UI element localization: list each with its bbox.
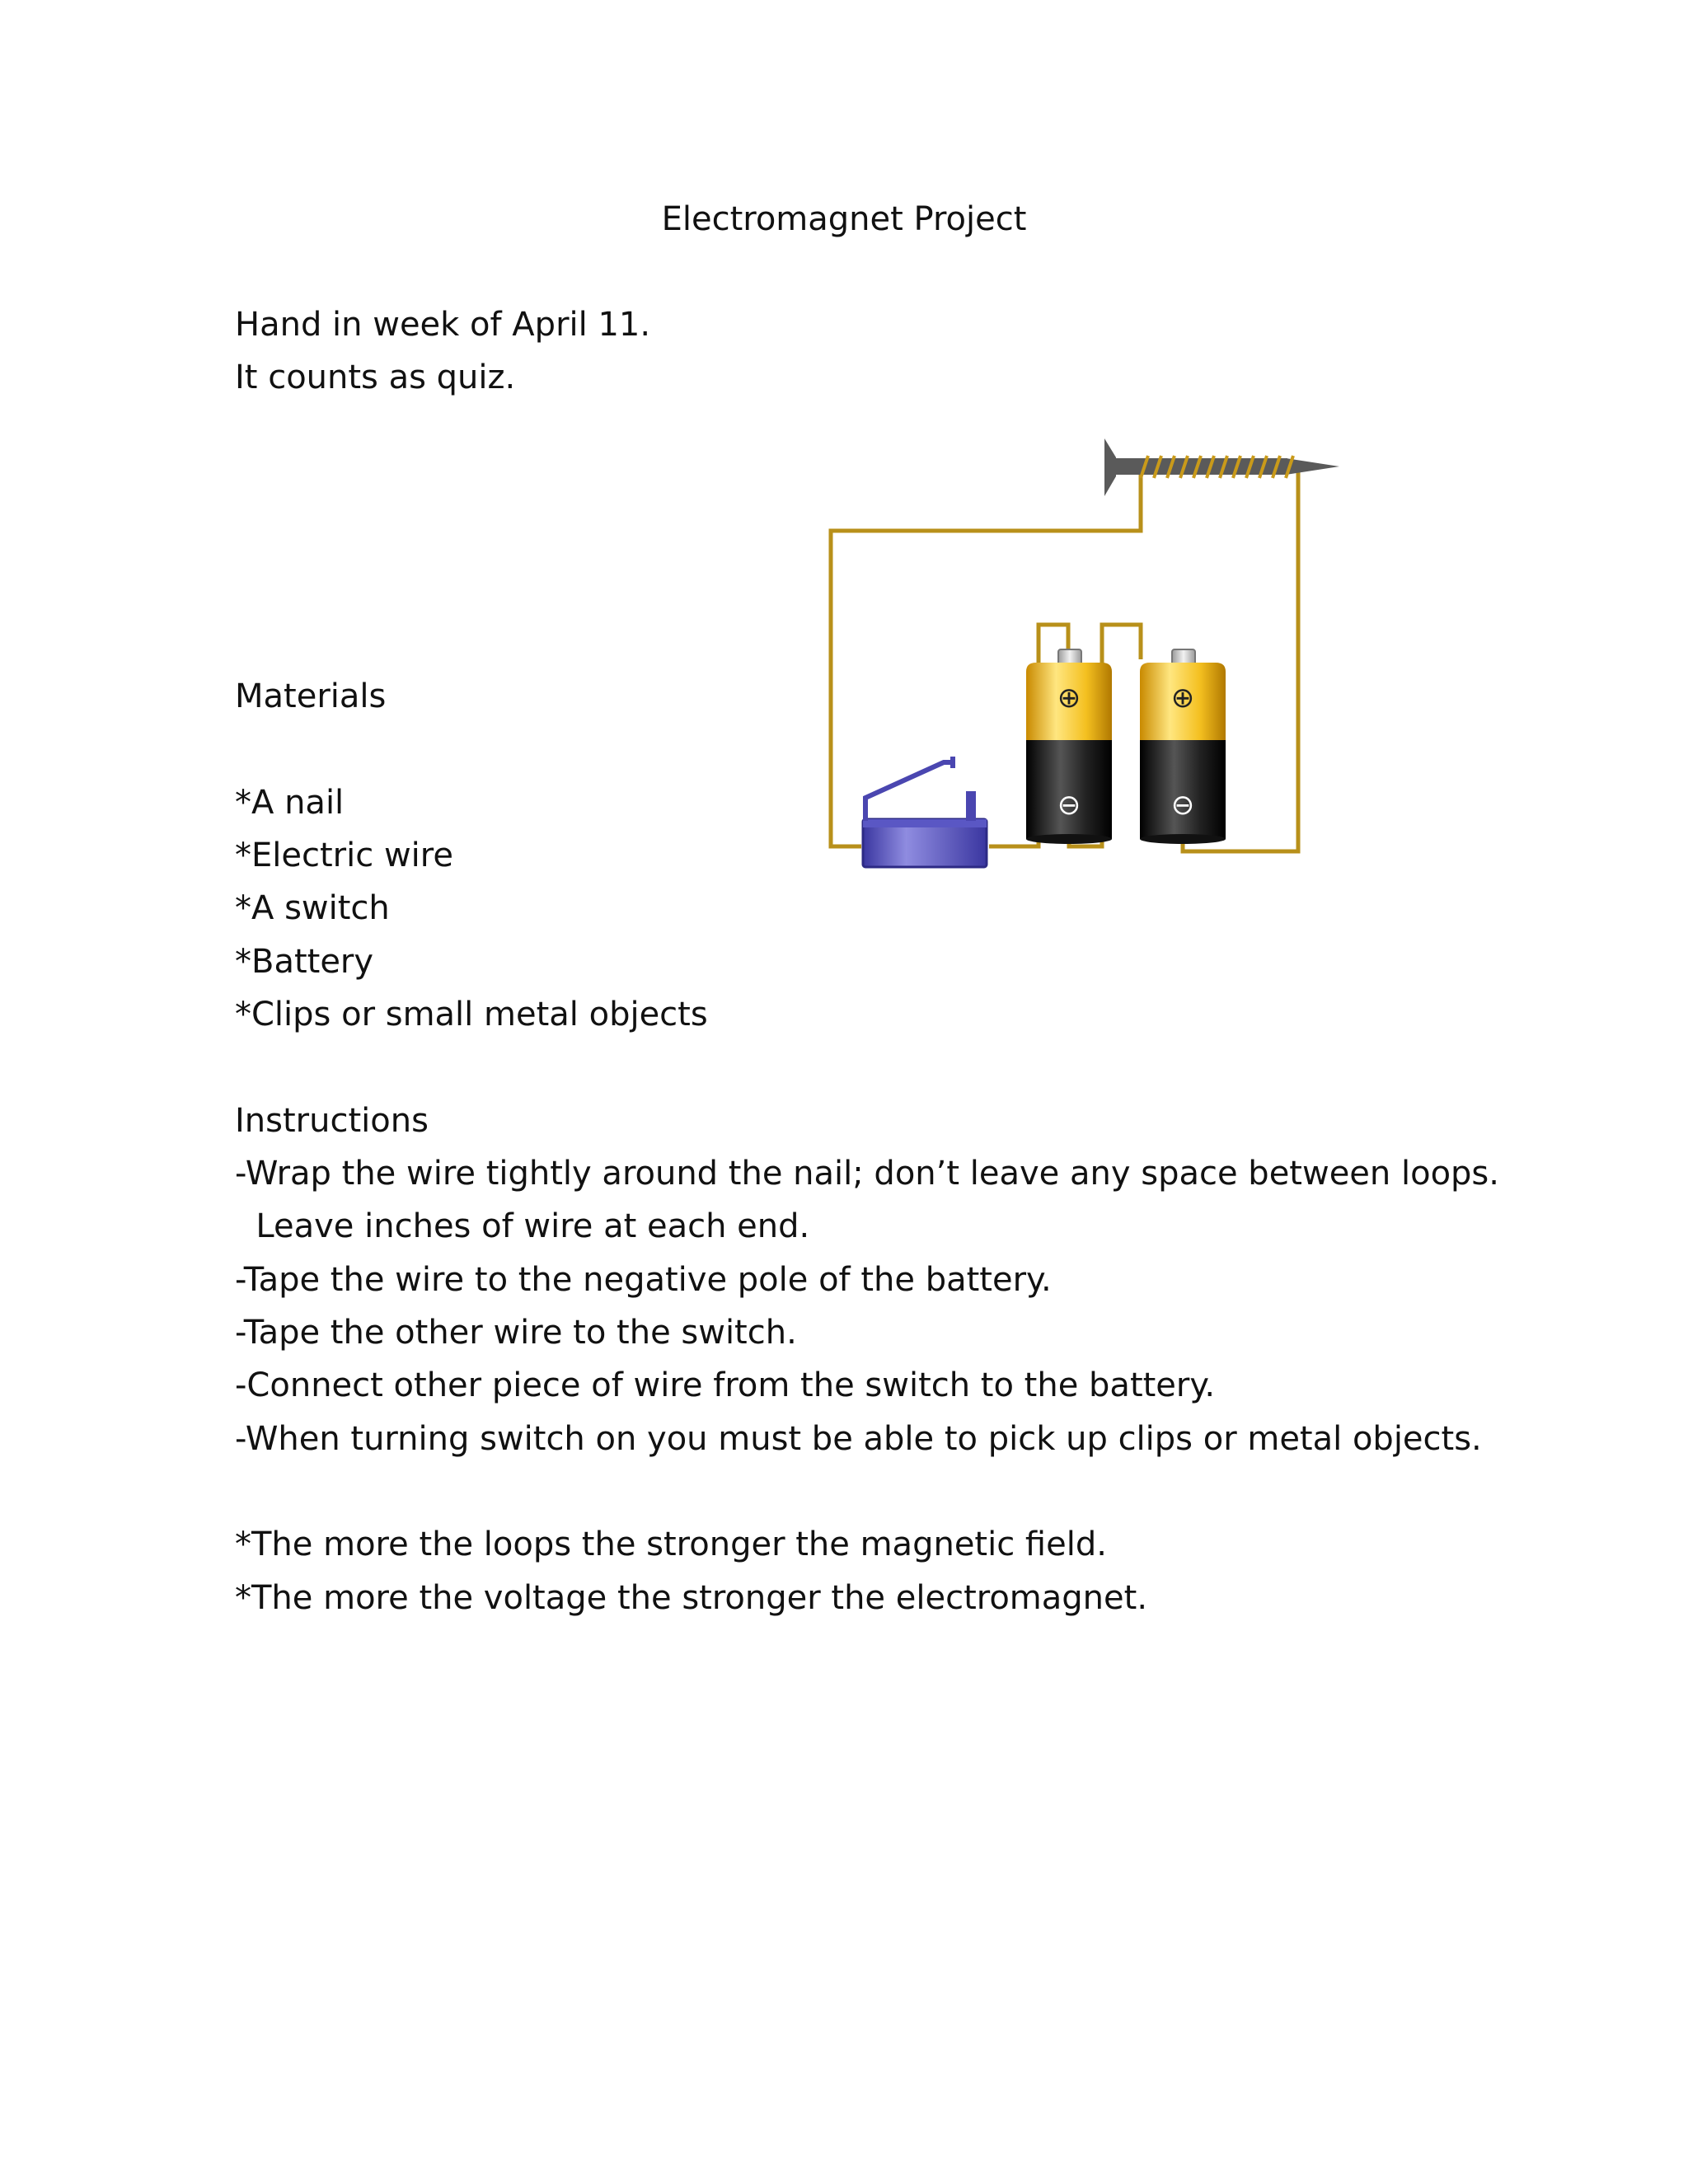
electromagnet-circuit-diagram [820,429,1348,882]
materials-item-clips: *Clips or small metal objects [235,996,708,1033]
instruction-step-connect: -Connect other piece of wire from the switch to the battery. [235,1366,1216,1404]
materials-heading: Materials [235,677,387,715]
materials-item-nail: *A nail [235,784,345,822]
instruction-step-negative-pole: -Tape the wire to the negative pole of the battery. [235,1261,1052,1299]
quiz-note-text: It counts as quiz. [235,359,516,396]
positive-terminal-icon: ⊕ [1057,682,1081,715]
instruction-step-wrap-cont: Leave inches of wire at each end. [235,1207,810,1245]
instructions-heading: Instructions [235,1102,429,1140]
instruction-step-switch: -Tape the other wire to the switch. [235,1314,797,1352]
positive-terminal-icon: ⊕ [1170,682,1195,715]
note-loops: *The more the loops the stronger the magnetic field. [235,1526,1107,1563]
materials-item-wire: *Electric wire [235,837,453,874]
materials-item-switch: *A switch [235,889,390,927]
note-voltage: *The more the voltage the stronger the electromagnet. [235,1579,1148,1617]
materials-item-battery: *Battery [235,943,374,981]
negative-terminal-icon: ⊖ [1170,789,1195,822]
battery-icon [1026,649,1112,844]
negative-terminal-icon: ⊖ [1057,789,1081,822]
instruction-step-test: -When turning switch on you must be able to pick up clips or metal objects. [235,1420,1482,1458]
switch-icon [863,757,987,867]
instruction-step-wrap: -Wrap the wire tightly around the nail; don’t leave any space between loops. [235,1155,1499,1193]
due-date-text: Hand in week of April 11. [235,306,651,344]
page-title: Electromagnet Project [661,200,1027,238]
battery-icon [1140,649,1226,844]
